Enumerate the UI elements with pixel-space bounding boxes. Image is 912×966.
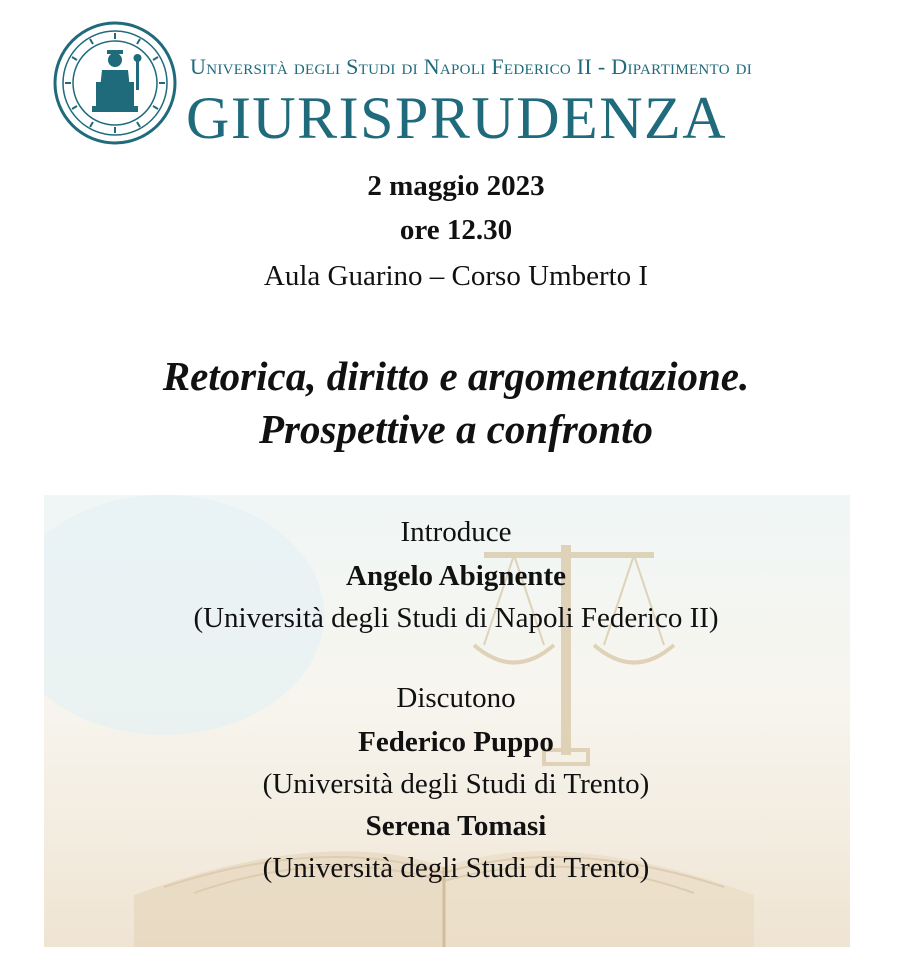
event-title-line-1: Retorica, diritto e argomentazione. bbox=[162, 353, 750, 399]
discussant-affiliation: (Università degli Studi di Trento) bbox=[262, 852, 650, 884]
discussant-name: Serena Tomasi bbox=[365, 810, 547, 842]
event-date: 2 maggio 2023 bbox=[367, 170, 545, 202]
event-time: ore 12.30 bbox=[399, 214, 513, 246]
discussant-name: Federico Puppo bbox=[358, 726, 554, 758]
event-venue: Aula Guarino – Corso Umberto I bbox=[263, 260, 649, 292]
discuss-label: Discutono bbox=[396, 682, 516, 714]
introduce-label: Introduce bbox=[400, 516, 512, 548]
introducer-name: Angelo Abignente bbox=[346, 560, 566, 592]
introducer-affiliation: (Università degli Studi di Napoli Federico II) bbox=[193, 602, 719, 634]
event-title bbox=[0, 350, 912, 457]
event-title-line-2: Prospettive a confronto bbox=[258, 406, 654, 453]
discussant-affiliation: (Università degli Studi di Trento) bbox=[262, 768, 650, 800]
university-name: Università degli Studi di Napoli Federico II - Dipartimento di bbox=[190, 54, 753, 79]
department-title: GIURISPRUDENZA bbox=[186, 85, 728, 151]
header bbox=[52, 20, 852, 150]
university-seal-icon bbox=[52, 20, 178, 146]
